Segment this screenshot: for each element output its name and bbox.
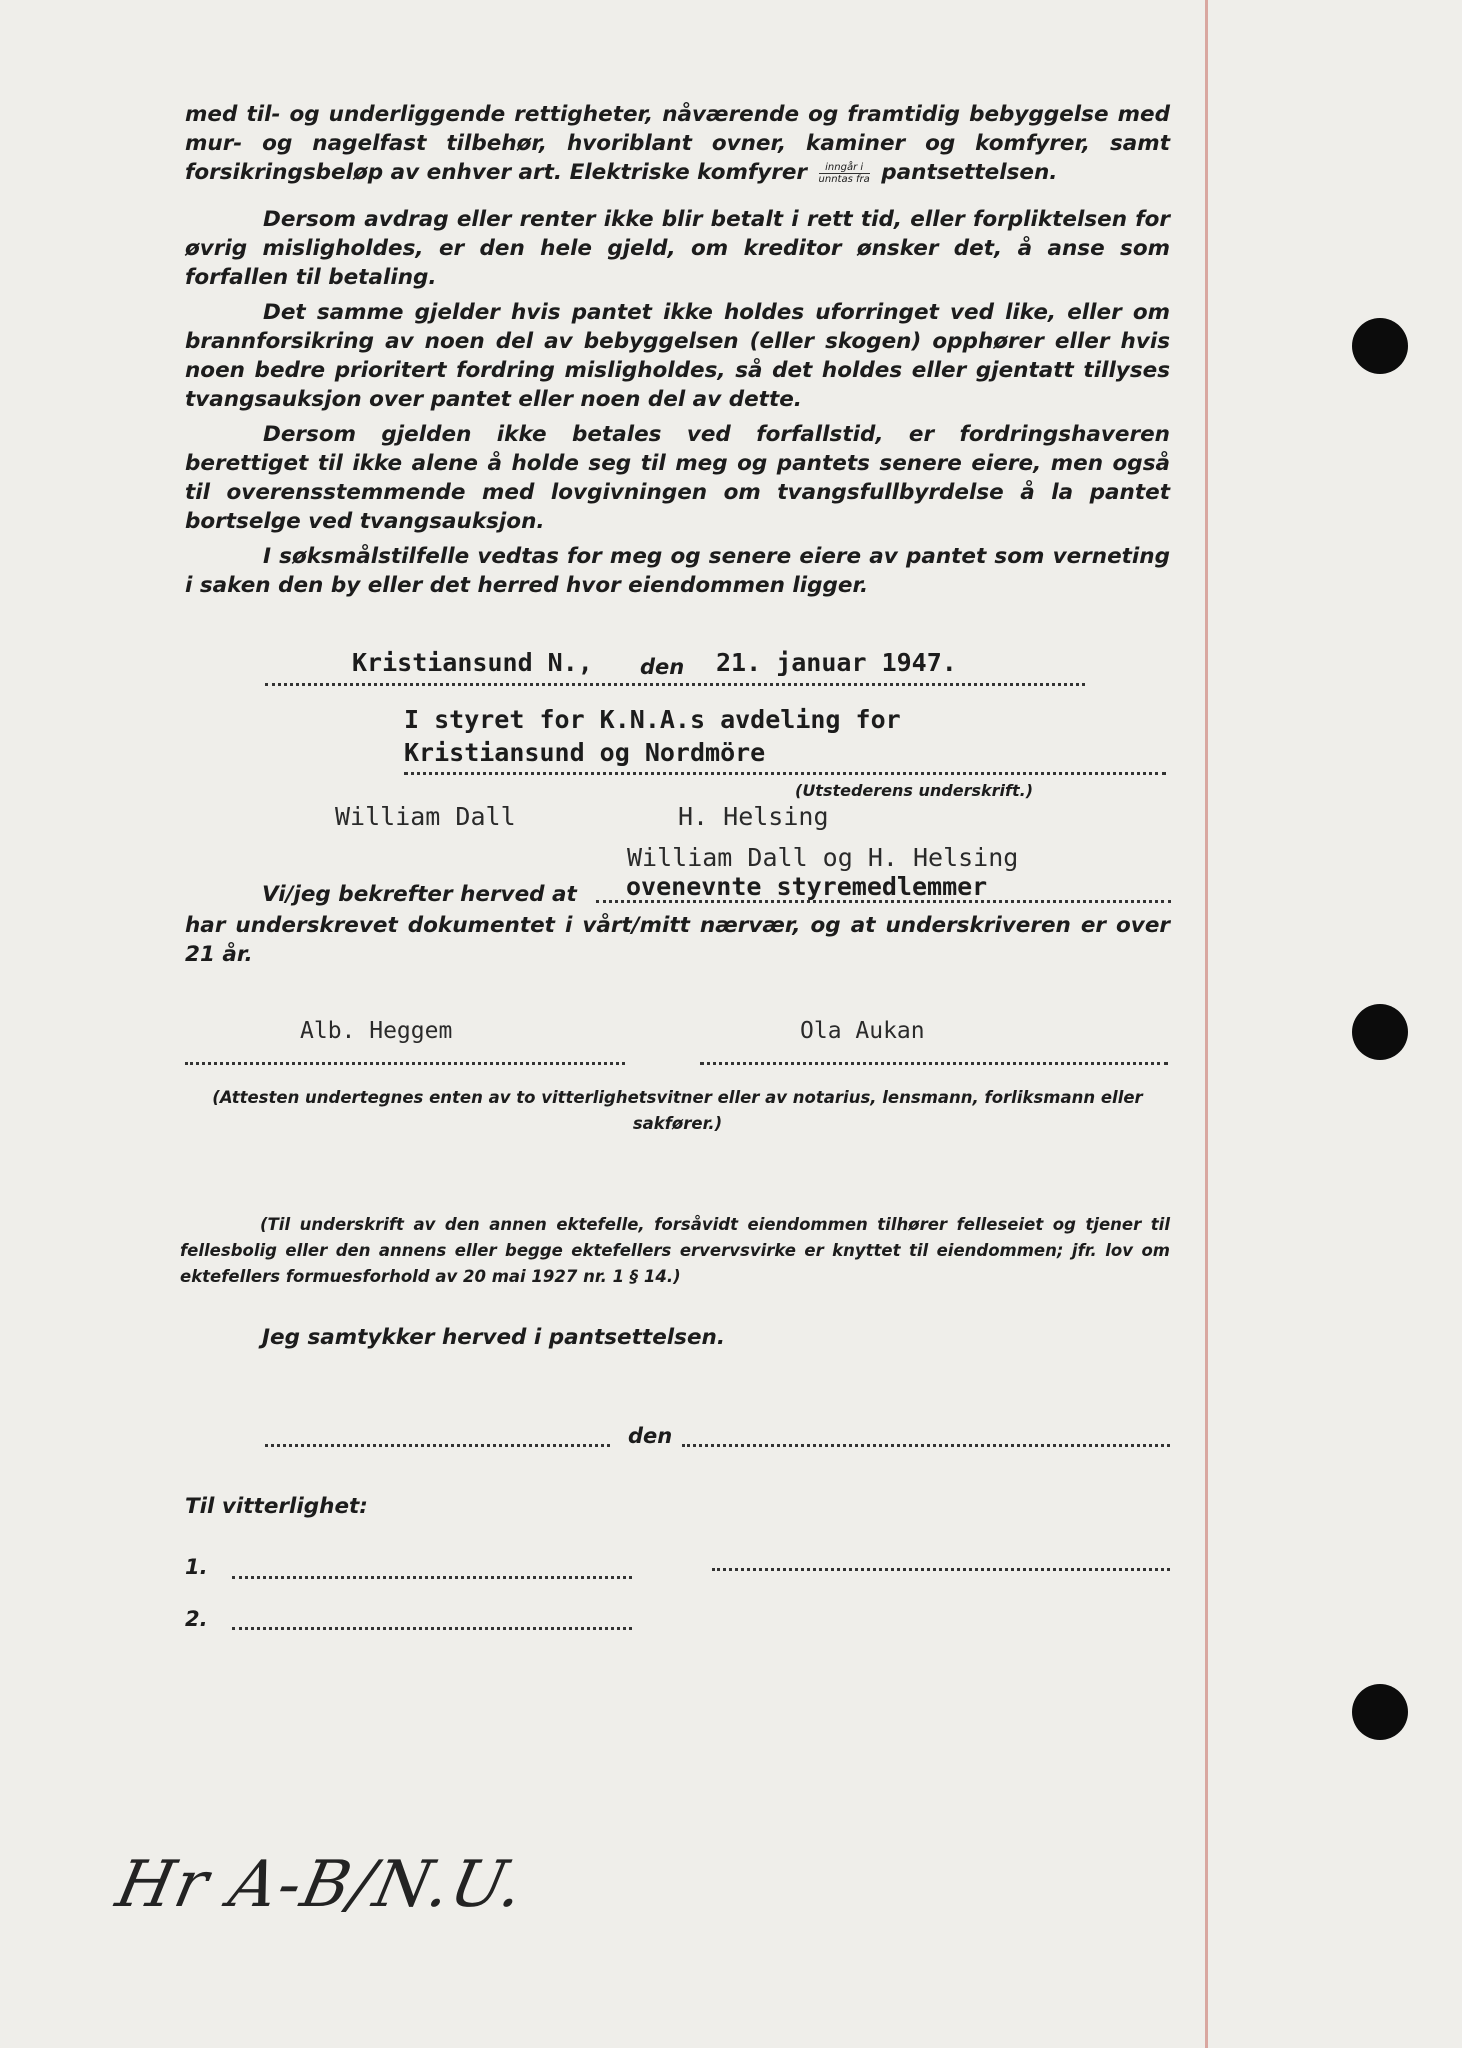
place-text: Kristiansund N., xyxy=(352,648,593,677)
witness-heading: Til vitterlighet: xyxy=(185,1494,368,1519)
fraction-top: inngår i xyxy=(819,162,870,174)
witness-line-1-address xyxy=(712,1568,1170,1571)
witness-line-1-name xyxy=(232,1576,632,1579)
consent-den-label: den xyxy=(628,1424,673,1448)
place-date-dotted-line xyxy=(265,683,1085,686)
witness-2: Ola Aukan xyxy=(800,1018,925,1044)
paragraph-enforcement: Dersom gjelden ikke betales ved forfallstid, er fordringshaveren berettiget til ikke alene å holde seg til meg og pantets senere eiere, men også til overensstemmende med lovgivningen om tvangsfullbyrdelse å la pantet bortselge ved tvangsauksjon. xyxy=(185,422,1170,534)
issuer-line-1: I styret for K.N.A.s avdeling for xyxy=(404,705,901,734)
margin-rule xyxy=(1205,0,1208,2048)
witness-line-2-name xyxy=(232,1627,632,1630)
witness-2-line xyxy=(700,1062,1168,1065)
paragraph-collateral-end: pantsettelsen. xyxy=(881,160,1058,185)
issuer-caption: (Utstederens underskrift.) xyxy=(795,781,1034,800)
fraction-bottom: unntas fra xyxy=(818,173,870,185)
paragraph-collateral xyxy=(185,100,1170,187)
consent-place-line xyxy=(265,1444,610,1447)
paragraph-deterioration: Det samme gjelder hvis pantet ikke holdes uforringet ved like, eller om brannforsikring av noen del av bebyggelsen (eller skogen) opphører eller hvis noen bedre prioritert fordring misligholdes, så det holdes eller gjentatt tillyses tvangsauksjon over pantet eller noen del av dette. xyxy=(185,300,1170,412)
consent-text: Jeg samtykker herved i pantsettelsen. xyxy=(262,1325,725,1350)
issuer-line-2: Kristiansund og Nordmöre xyxy=(404,738,766,767)
issuer-signature-line xyxy=(404,772,1166,775)
paragraph-default: Dersom avdrag eller renter ikke blir betalt i rett tid, eller forpliktelsen for øvrig misligholdes, er den hele gjeld, om kreditor ønsker det, å anse som forfallen til betaling. xyxy=(185,207,1170,290)
paragraph-collateral-text: med til- og underliggende rettigheter, nåværende og framtidig bebyggelse med mur- og nagelfast tilbehør, hvoriblant ovner, kaminer og komfyrer, samt forsikringsbeløp av enhver art. Elektriske komfyrer xyxy=(185,102,1170,185)
consent-date-line xyxy=(682,1444,1170,1447)
handwritten-note: Hr A-B/N.U. xyxy=(110,1848,532,1922)
confirm-text: har underskrevet dokumentet i vårt/mitt nærvær, og at underskriveren er over 21 år. xyxy=(185,913,1170,967)
signer-2: H. Helsing xyxy=(678,802,829,831)
confirm-label: Vi/jeg bekrefter herved at xyxy=(262,882,577,907)
punch-hole-bottom xyxy=(1352,1684,1408,1740)
paragraph-venue: I søksmålstilfelle vedtas for meg og senere eiere av pantet som verneting i saken den by eller det herred hvor eiendommen ligger. xyxy=(185,544,1170,598)
date-text: 21. januar 1947. xyxy=(716,648,957,677)
confirm-typed: ovenevnte styremedlemmer xyxy=(626,872,988,901)
punch-hole-middle xyxy=(1352,1004,1408,1060)
spouse-note: (Til underskrift av den annen ektefelle, forsåvidt eiendommen tilhører felleseiet og tjener til fellesbolig eller den annens eller begge ektefellers ervervsvirke er knyttet til eiendommen; jfr. lov om ektefellers formuesforhold av 20 mai 1927 nr. 1 § 14.) xyxy=(180,1215,1170,1286)
witness-line-2-number: 2. xyxy=(185,1607,208,1631)
den-label: den xyxy=(640,655,685,679)
witness-line-1-number: 1. xyxy=(185,1555,208,1579)
signer-1: William Dall xyxy=(335,802,516,831)
inclusion-fraction xyxy=(819,162,870,185)
witness-1: Alb. Heggem xyxy=(300,1018,453,1044)
witness-names-typed: William Dall og H. Helsing xyxy=(627,843,1019,872)
attest-note: (Attesten undertegnes enten av to vitterlighetsvitner eller av notarius, lensmann, forliksmann eller sakfører.) xyxy=(212,1088,1143,1133)
punch-hole-top xyxy=(1352,318,1408,374)
witness-1-line xyxy=(185,1062,625,1065)
